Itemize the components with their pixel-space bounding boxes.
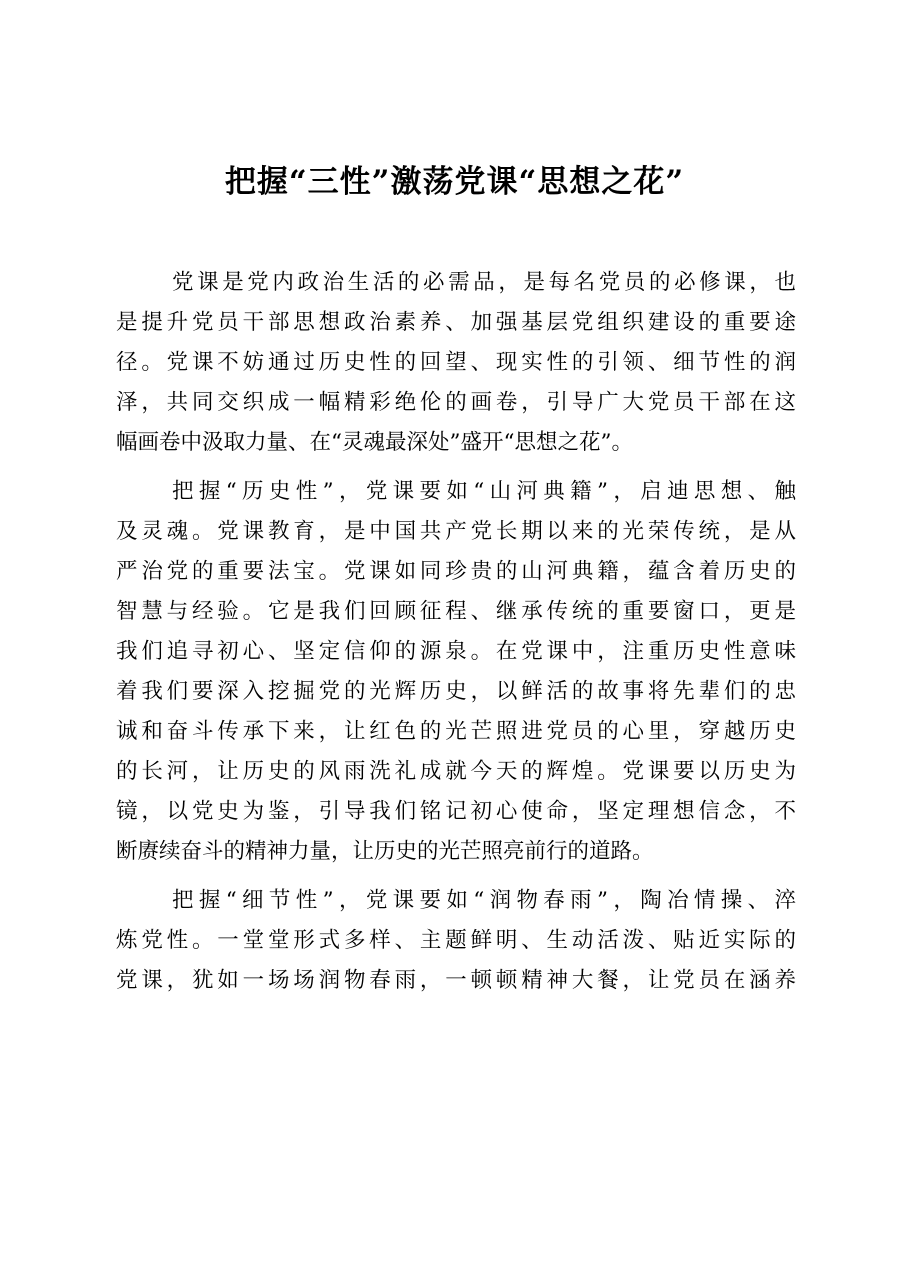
- paragraph-intro: [116, 263, 796, 463]
- text-line: 炼党性。一堂堂形式多样、主题鲜明、生动活泼、贴近实际的: [116, 928, 796, 953]
- text-line: 我们追寻初心、坚定信仰的源泉。在党课中，注重历史性意味: [116, 639, 796, 664]
- text-line: 是提升党员干部思想政治素养、加强基层党组织建设的重要途: [116, 310, 796, 335]
- text-line: 着我们要深入挖掘党的光辉历史，以鲜活的故事将先辈们的忠: [116, 679, 796, 704]
- text-line: 诚和奋斗传承下来，让红色的光芒照进党员的心里，穿越历史: [116, 719, 796, 744]
- text-line: 镜，以党史为鉴，引导我们铭记初心使命，坚定理想信念，不: [116, 799, 796, 824]
- paragraph-detail: [116, 881, 796, 1001]
- text-line: 智慧与经验。它是我们回顾征程、继承传统的重要窗口，更是: [116, 599, 796, 624]
- text-line: 径。党课不妨通过历史性的回望、现实性的引领、细节性的润: [116, 350, 796, 375]
- text-line: 断赓续奋斗的精神力量，让历史的光芒照亮前行的道路。: [116, 839, 654, 864]
- text-line: 严治党的重要法宝。党课如同珍贵的山河典籍，蕴含着历史的: [116, 559, 796, 584]
- document-title: 把握“三性”激荡党课“思想之花”: [224, 164, 685, 200]
- text-line: 泽，共同交织成一幅精彩绝伦的画卷，引导广大党员干部在这: [116, 390, 796, 415]
- text-line: 及灵魂。党课教育，是中国共产党长期以来的光荣传统，是从: [116, 519, 796, 544]
- document-body: [116, 263, 796, 1001]
- text-line: 的长河，让历史的风雨洗礼成就今天的辉煌。党课要以历史为: [116, 759, 796, 784]
- paragraph-history: [116, 472, 796, 872]
- text-line: 幅画卷中汲取力量、在“灵魂最深处”盛开“思想之花”。: [116, 430, 633, 455]
- text-line: 把握“历史性”，党课要如“山河典籍”，启迪思想、触: [172, 479, 796, 504]
- text-line: 党课，犹如一场场润物春雨，一顿顿精神大餐，让党员在涵养: [116, 968, 796, 993]
- text-line: 党课是党内政治生活的必需品，是每名党员的必修课，也: [172, 270, 796, 295]
- text-line: 把握“细节性”，党课要如“润物春雨”，陶冶情操、淬: [172, 888, 796, 913]
